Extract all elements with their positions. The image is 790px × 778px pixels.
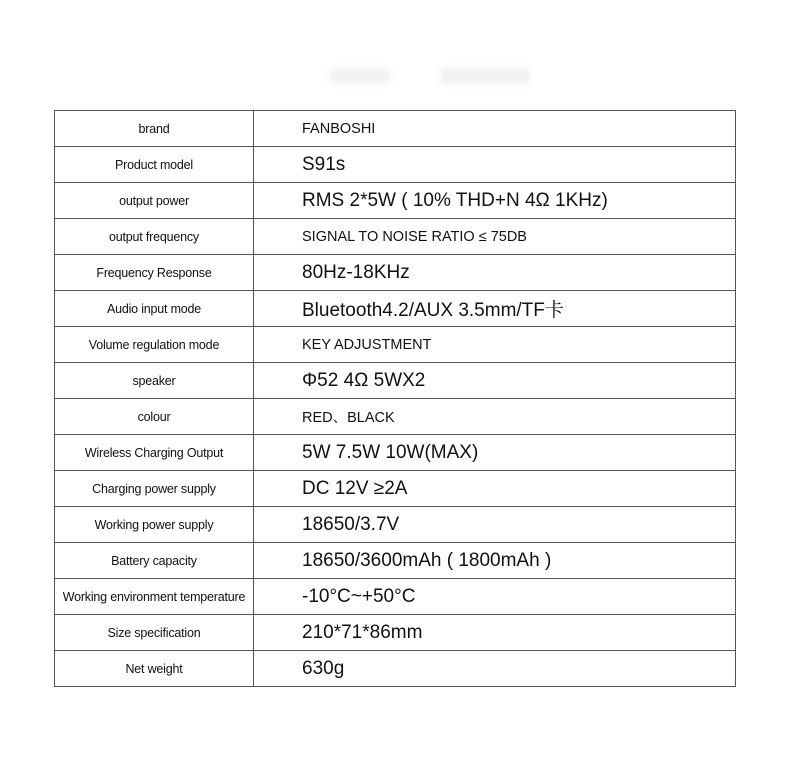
spec-value: DC 12V ≥2A <box>254 471 736 507</box>
spec-key: output power <box>55 183 254 219</box>
spec-value: 18650/3600mAh ( 1800mAh ) <box>254 543 736 579</box>
spec-row <box>55 363 736 399</box>
spec-row <box>55 651 736 687</box>
spec-key: Audio input mode <box>55 291 254 327</box>
spec-key: brand <box>55 111 254 147</box>
spec-value: FANBOSHI <box>254 111 736 147</box>
spec-row <box>55 255 736 291</box>
spec-row <box>55 615 736 651</box>
spec-value: KEY ADJUSTMENT <box>254 327 736 363</box>
spec-value: 630g <box>254 651 736 687</box>
spec-key: Charging power supply <box>55 471 254 507</box>
spec-value: -10°C~+50°C <box>254 579 736 615</box>
spec-row <box>55 543 736 579</box>
spec-row <box>55 183 736 219</box>
spec-key: colour <box>55 399 254 435</box>
blurred-heading-fragment <box>330 68 390 84</box>
spec-row <box>55 471 736 507</box>
spec-key: Battery capacity <box>55 543 254 579</box>
spec-key: Size specification <box>55 615 254 651</box>
spec-value: 210*71*86mm <box>254 615 736 651</box>
spec-key: Wireless Charging Output <box>55 435 254 471</box>
spec-row <box>55 111 736 147</box>
spec-row <box>55 435 736 471</box>
blurred-heading-fragment <box>440 68 530 84</box>
spec-key: Frequency Response <box>55 255 254 291</box>
spec-row <box>55 399 736 435</box>
spec-row <box>55 291 736 327</box>
spec-key: Working power supply <box>55 507 254 543</box>
spec-key: speaker <box>55 363 254 399</box>
spec-row <box>55 147 736 183</box>
spec-value: 18650/3.7V <box>254 507 736 543</box>
spec-value: Bluetooth4.2/AUX 3.5mm/TF卡 <box>254 291 736 327</box>
spec-key: output frequency <box>55 219 254 255</box>
spec-row <box>55 507 736 543</box>
spec-value: RMS 2*5W ( 10% THD+N 4Ω 1KHz) <box>254 183 736 219</box>
spec-value: Φ52 4Ω 5WX2 <box>254 363 736 399</box>
spec-row <box>55 327 736 363</box>
spec-value: S91s <box>254 147 736 183</box>
spec-key: Working environment temperature <box>55 579 254 615</box>
spec-key: Net weight <box>55 651 254 687</box>
spec-value: SIGNAL TO NOISE RATIO ≤ 75DB <box>254 219 736 255</box>
spec-key: Product model <box>55 147 254 183</box>
spec-row <box>55 579 736 615</box>
spec-key: Volume regulation mode <box>55 327 254 363</box>
spec-value: 5W 7.5W 10W(MAX) <box>254 435 736 471</box>
spec-value: RED、BLACK <box>254 399 736 435</box>
spec-row <box>55 219 736 255</box>
spec-value: 80Hz-18KHz <box>254 255 736 291</box>
spec-table <box>54 110 736 687</box>
